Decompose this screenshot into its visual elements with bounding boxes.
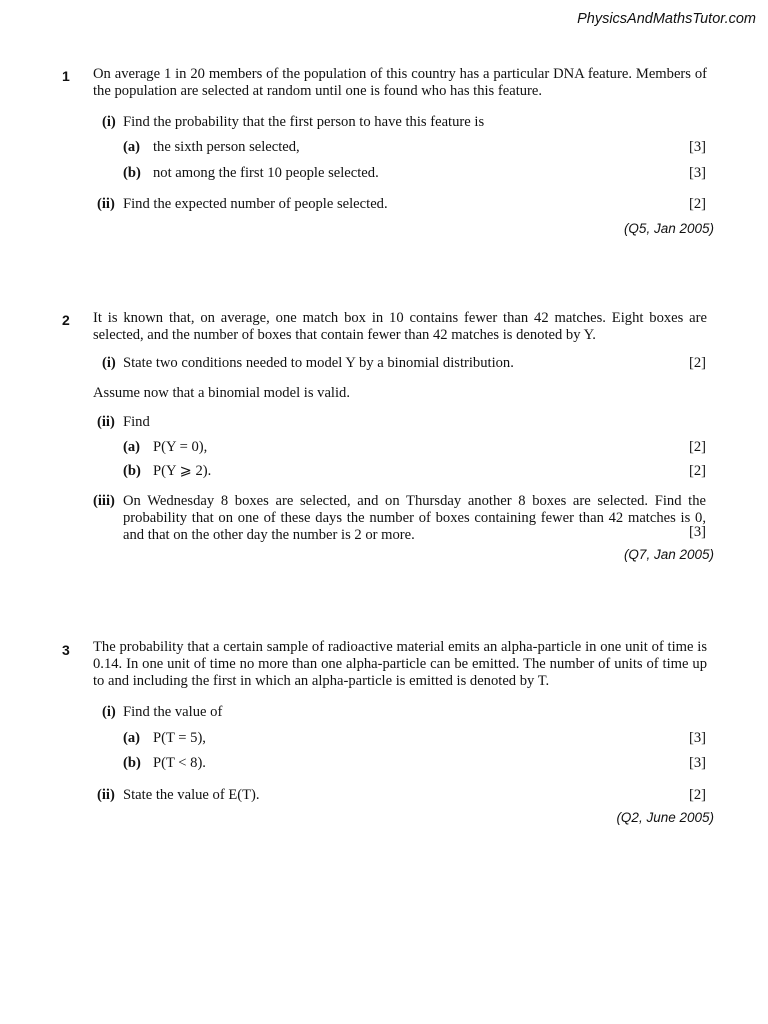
- question-stem: On average 1 in 20 members of the population of this country has a particular DNA feature. Members of the population are selected at random until one is found who has this feature.: [93, 66, 707, 99]
- part-text: not among the first 10 people selected.: [153, 165, 379, 181]
- part-ii: [0, 787, 768, 804]
- part-text: State the value of E(T).: [123, 787, 260, 803]
- marks: [2]: [688, 463, 706, 479]
- marks: [2]: [688, 196, 706, 212]
- part-text: P(Y ⩾ 2).: [153, 463, 212, 479]
- marks: [2]: [688, 787, 706, 803]
- part-label: (a): [123, 439, 141, 455]
- question-source: (Q7, Jan 2005): [623, 547, 714, 562]
- part-text: P(T < 8).: [153, 755, 206, 771]
- question-number: 3: [62, 642, 70, 658]
- part-a: [0, 730, 768, 747]
- part-text: On Wednesday 8 boxes are selected, and on Thursday another 8 boxes are selected. Find the probability that on one of these days the number of boxes containing fewer than 42 matches is 0, and that on the other day the number is 2 or more.: [123, 493, 706, 543]
- part-i: [0, 355, 768, 372]
- marks: [2]: [688, 439, 706, 455]
- part-label: (iii): [93, 493, 115, 509]
- part-iii-marks-row: [0, 524, 768, 541]
- part-label: (b): [123, 755, 141, 771]
- marks: [3]: [688, 755, 706, 771]
- part-text: Find: [123, 414, 150, 430]
- part-label: (b): [123, 463, 141, 479]
- marks: [3]: [688, 730, 706, 746]
- part-text: P(Y = 0),: [153, 439, 208, 455]
- part-text: the sixth person selected,: [153, 139, 300, 155]
- part-text: Find the expected number of people selected.: [123, 196, 388, 212]
- part-a: [0, 439, 768, 456]
- marks: [3]: [688, 524, 706, 540]
- question-stem: The probability that a certain sample of radioactive material emits an alpha-particle in one unit of time is 0.14. In one unit of time no more than one alpha-particle can be emitted. The number of units of time up to and including the first in which an alpha-particle is emitted is denoted by T.: [93, 639, 707, 689]
- part-ii: [0, 196, 768, 213]
- marks: [3]: [688, 139, 706, 155]
- part-text: Find the value of: [123, 704, 223, 720]
- part-text: P(T = 5),: [153, 730, 206, 746]
- marks: [2]: [688, 355, 706, 371]
- question-source: (Q2, June 2005): [616, 810, 714, 825]
- part-text: Find the probability that the first person to have this feature is: [123, 114, 485, 130]
- question-stem: It is known that, on average, one match box in 10 contains fewer than 42 matches. Eight boxes are selected, and the number of boxes that contain fewer than 42 matches is denoted by Y.: [93, 310, 707, 343]
- question-source: (Q5, Jan 2005): [623, 221, 714, 236]
- question-number: 1: [62, 68, 70, 84]
- part-a: [0, 139, 768, 156]
- part-b: [0, 165, 768, 182]
- part-b: [0, 463, 768, 480]
- part-label: (ii): [97, 196, 115, 212]
- part-text: State two conditions needed to model Y by a binomial distribution.: [123, 355, 514, 371]
- part-b: [0, 755, 768, 772]
- part-ii: [0, 414, 768, 431]
- part-label: (ii): [97, 414, 115, 430]
- part-label: (b): [123, 165, 141, 181]
- marks: [3]: [688, 165, 706, 181]
- part-label: (a): [123, 730, 141, 746]
- part-label: (a): [123, 139, 141, 155]
- part-i: [0, 114, 768, 131]
- part-label: (ii): [97, 787, 115, 803]
- question-number: 2: [62, 312, 70, 328]
- part-i: [0, 704, 768, 721]
- site-header: PhysicsAndMathsTutor.com: [577, 11, 756, 27]
- assumption-note: [0, 385, 768, 402]
- part-label: (i): [102, 355, 116, 371]
- part-label: (i): [102, 704, 116, 720]
- note-text: Assume now that a binomial model is valid.: [93, 385, 350, 401]
- part-label: (i): [102, 114, 116, 130]
